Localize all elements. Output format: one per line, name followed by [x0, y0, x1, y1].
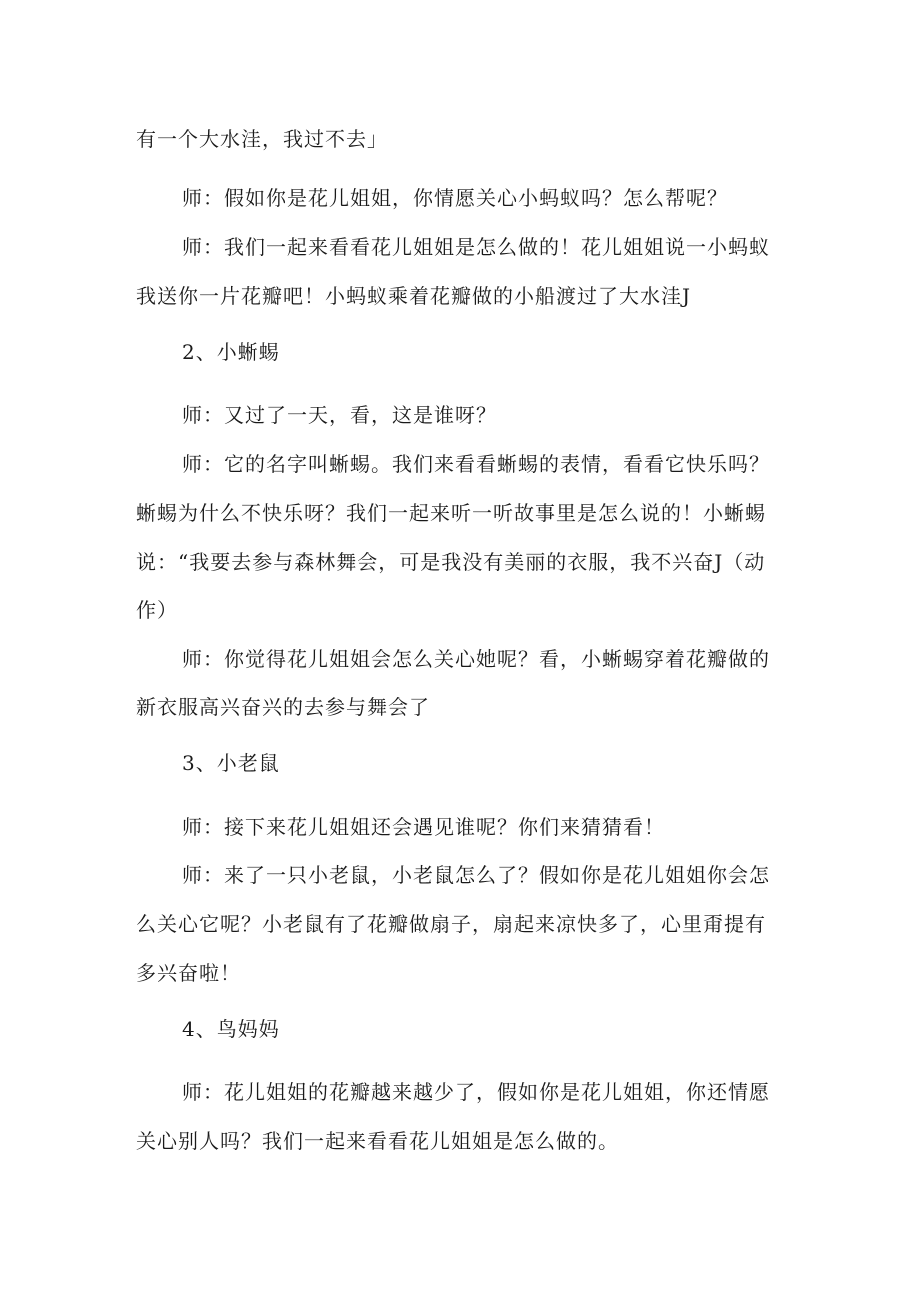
text-line-wrapped: 我送你一片花瓣吧！小蚂蚁乘着花瓣做的小船渡过了大水洼J — [136, 284, 692, 308]
text-line-teacher: 师：你觉得花儿姐姐会怎么关心她呢？看，小蜥蜴穿着花瓣做的 — [182, 647, 770, 671]
text-line-teacher: 师：又过了一天，看，这是谁呀？ — [182, 403, 497, 427]
text-line-teacher: 师：接下来花儿姐姐还会遇见谁呢？你们来猜猜看！ — [182, 815, 665, 839]
text-line-teacher: 师：我们一起来看看花儿姐姐是怎么做的！花儿姐姐说一小蚂蚁 — [182, 235, 770, 259]
text-line-teacher: 师：它的名字叫蜥蜴。我们来看看蜥蜴的表情，看看它快乐吗？ — [182, 452, 770, 476]
text-line-wrapped: 说：“我要去参与森林舞会，可是我没有美丽的衣服，我不兴奋J（动 — [136, 550, 766, 574]
text-line-wrapped: 多兴奋啦！ — [136, 961, 241, 985]
text-line-wrapped: 新衣服高兴奋兴的去参与舞会了 — [136, 695, 430, 719]
section-heading-bird-mother: 4、鸟妈妈 — [182, 1017, 280, 1041]
text-line-continuation: 有一个大水洼，我过不去」 — [136, 127, 388, 151]
text-line-wrapped: 关心别人吗？我们一起来看看花儿姐姐是怎么做的。 — [136, 1129, 619, 1153]
section-heading-lizard: 2、小蜥蜴 — [182, 340, 280, 364]
text-line-wrapped: 作） — [136, 598, 178, 622]
text-line-teacher: 师：花儿姐姐的花瓣越来越少了，假如你是花儿姐姐，你还情愿 — [182, 1080, 770, 1104]
text-line-teacher: 师：来了一只小老鼠，小老鼠怎么了？假如你是花儿姐姐你会怎 — [182, 863, 770, 887]
text-line-wrapped: 蜥蜴为什么不快乐呀？我们一起来听一听故事里是怎么说的！小蜥蜴 — [136, 501, 766, 525]
text-line-teacher: 师：假如你是花儿姐姐，你情愿关心小蚂蚁吗？怎么帮呢？ — [182, 186, 728, 210]
section-heading-mouse: 3、小老鼠 — [182, 751, 280, 775]
text-line-wrapped: 么关心它呢？小老鼠有了花瓣做扇子，扇起来凉快多了，心里甭提有 — [136, 912, 766, 936]
